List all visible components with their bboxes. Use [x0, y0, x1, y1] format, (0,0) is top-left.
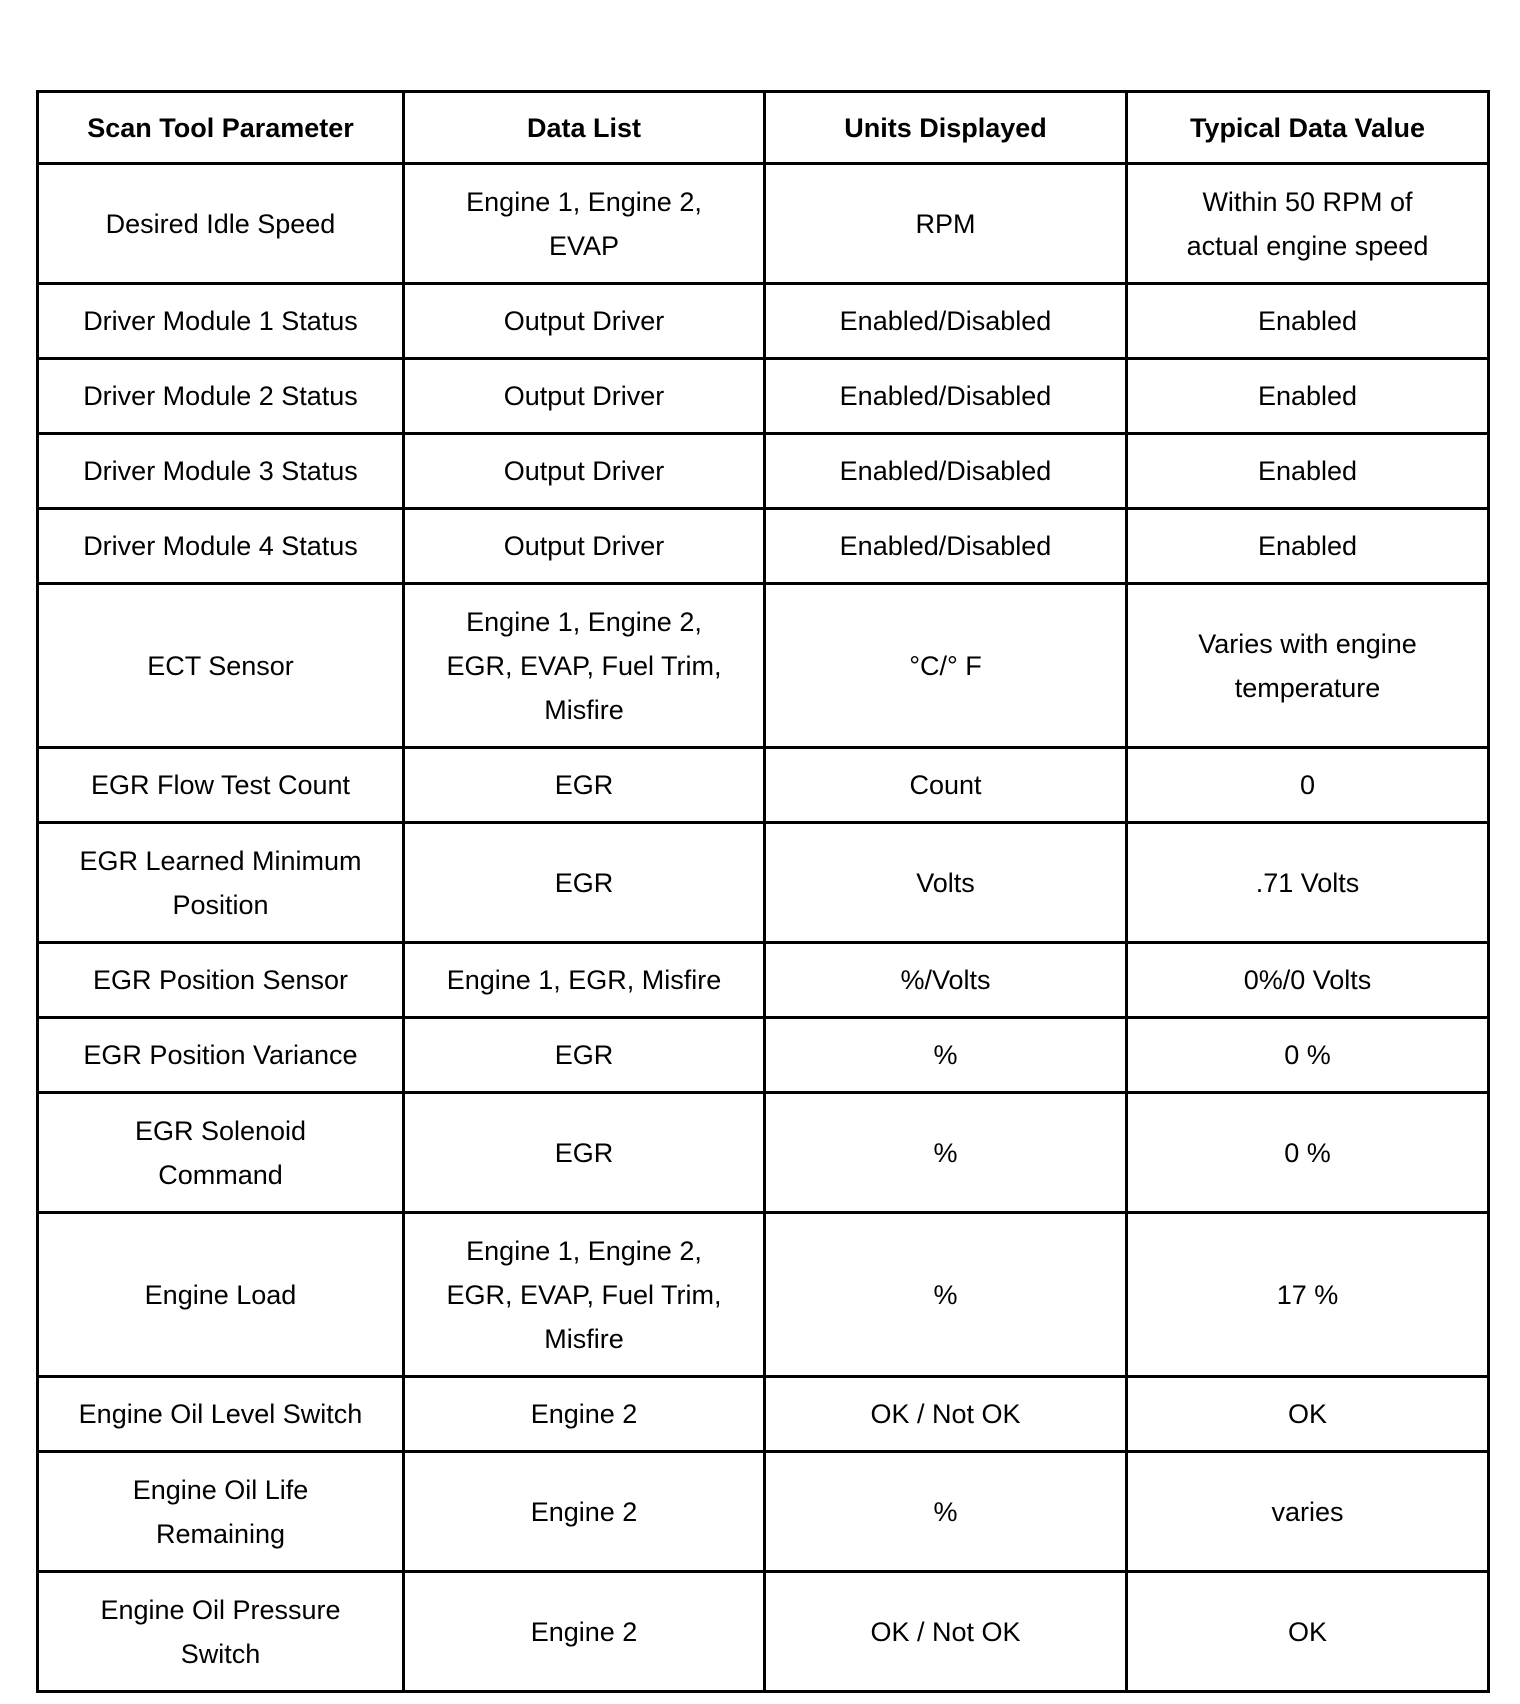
- units-cell: %: [765, 1018, 1127, 1093]
- table-body: [38, 164, 1489, 1692]
- table-row: [38, 748, 1489, 823]
- table-row: [38, 1377, 1489, 1452]
- table-row: [38, 434, 1489, 509]
- typical-value-cell: Varies with engine temperature: [1127, 584, 1489, 748]
- data-list-cell: Engine 2: [404, 1377, 765, 1452]
- typical-value-cell: 0 %: [1127, 1018, 1489, 1093]
- typical-value-cell: varies: [1127, 1452, 1489, 1572]
- typical-value-cell: Enabled: [1127, 359, 1489, 434]
- data-list-cell: Engine 1, Engine 2, EGR, EVAP, Fuel Trim, Misfire: [404, 1213, 765, 1377]
- scan-tool-data-table: [36, 90, 1490, 1693]
- data-list-cell: Engine 2: [404, 1572, 765, 1692]
- header-scan-tool-parameter: Scan Tool Parameter: [38, 92, 404, 164]
- typical-value-cell: Enabled: [1127, 434, 1489, 509]
- parameter-cell: ECT Sensor: [38, 584, 404, 748]
- typical-value-cell: OK: [1127, 1572, 1489, 1692]
- data-list-cell: Engine 1, EGR, Misfire: [404, 943, 765, 1018]
- table-row: [38, 284, 1489, 359]
- parameter-cell: EGR Position Variance: [38, 1018, 404, 1093]
- parameter-cell: Driver Module 4 Status: [38, 509, 404, 584]
- parameter-cell: EGR Flow Test Count: [38, 748, 404, 823]
- table-row: [38, 1572, 1489, 1692]
- units-cell: Enabled/Disabled: [765, 359, 1127, 434]
- table-row: [38, 509, 1489, 584]
- typical-value-cell: 0: [1127, 748, 1489, 823]
- units-cell: %: [765, 1093, 1127, 1213]
- parameter-cell: Driver Module 2 Status: [38, 359, 404, 434]
- units-cell: OK / Not OK: [765, 1572, 1127, 1692]
- typical-value-cell: .71 Volts: [1127, 823, 1489, 943]
- units-cell: Enabled/Disabled: [765, 509, 1127, 584]
- data-list-cell: Output Driver: [404, 509, 765, 584]
- typical-value-cell: Within 50 RPM of actual engine speed: [1127, 164, 1489, 284]
- typical-value-cell: 0 %: [1127, 1093, 1489, 1213]
- data-list-cell: Output Driver: [404, 284, 765, 359]
- data-list-cell: Engine 1, Engine 2, EVAP: [404, 164, 765, 284]
- table-row: [38, 1452, 1489, 1572]
- units-cell: %: [765, 1213, 1127, 1377]
- typical-value-cell: 0%/0 Volts: [1127, 943, 1489, 1018]
- table-row: [38, 1018, 1489, 1093]
- table-row: [38, 823, 1489, 943]
- parameter-cell: EGR Solenoid Command: [38, 1093, 404, 1213]
- parameter-cell: Driver Module 3 Status: [38, 434, 404, 509]
- units-cell: Count: [765, 748, 1127, 823]
- data-list-cell: EGR: [404, 748, 765, 823]
- parameter-cell: Desired Idle Speed: [38, 164, 404, 284]
- table-row: [38, 1213, 1489, 1377]
- units-cell: OK / Not OK: [765, 1377, 1127, 1452]
- table-row: [38, 359, 1489, 434]
- parameter-cell: Engine Oil Life Remaining: [38, 1452, 404, 1572]
- parameter-cell: EGR Learned Minimum Position: [38, 823, 404, 943]
- units-cell: Enabled/Disabled: [765, 434, 1127, 509]
- parameter-cell: Driver Module 1 Status: [38, 284, 404, 359]
- units-cell: °C/° F: [765, 584, 1127, 748]
- table-row: [38, 584, 1489, 748]
- units-cell: Enabled/Disabled: [765, 284, 1127, 359]
- data-list-cell: EGR: [404, 823, 765, 943]
- units-cell: %/Volts: [765, 943, 1127, 1018]
- typical-value-cell: Enabled: [1127, 284, 1489, 359]
- parameter-cell: Engine Oil Pressure Switch: [38, 1572, 404, 1692]
- header-units-displayed: Units Displayed: [765, 92, 1127, 164]
- units-cell: Volts: [765, 823, 1127, 943]
- units-cell: RPM: [765, 164, 1127, 284]
- data-list-cell: Engine 2: [404, 1452, 765, 1572]
- parameter-cell: Engine Load: [38, 1213, 404, 1377]
- data-list-cell: Output Driver: [404, 434, 765, 509]
- table-row: [38, 164, 1489, 284]
- data-list-cell: Engine 1, Engine 2, EGR, EVAP, Fuel Trim, Misfire: [404, 584, 765, 748]
- data-list-cell: EGR: [404, 1093, 765, 1213]
- parameter-cell: EGR Position Sensor: [38, 943, 404, 1018]
- table-row: [38, 943, 1489, 1018]
- typical-value-cell: Enabled: [1127, 509, 1489, 584]
- typical-value-cell: 17 %: [1127, 1213, 1489, 1377]
- table-header-row: [38, 92, 1489, 164]
- typical-value-cell: OK: [1127, 1377, 1489, 1452]
- data-list-cell: Output Driver: [404, 359, 765, 434]
- table-row: [38, 1093, 1489, 1213]
- units-cell: %: [765, 1452, 1127, 1572]
- header-typical-data-value: Typical Data Value: [1127, 92, 1489, 164]
- header-data-list: Data List: [404, 92, 765, 164]
- data-list-cell: EGR: [404, 1018, 765, 1093]
- parameter-cell: Engine Oil Level Switch: [38, 1377, 404, 1452]
